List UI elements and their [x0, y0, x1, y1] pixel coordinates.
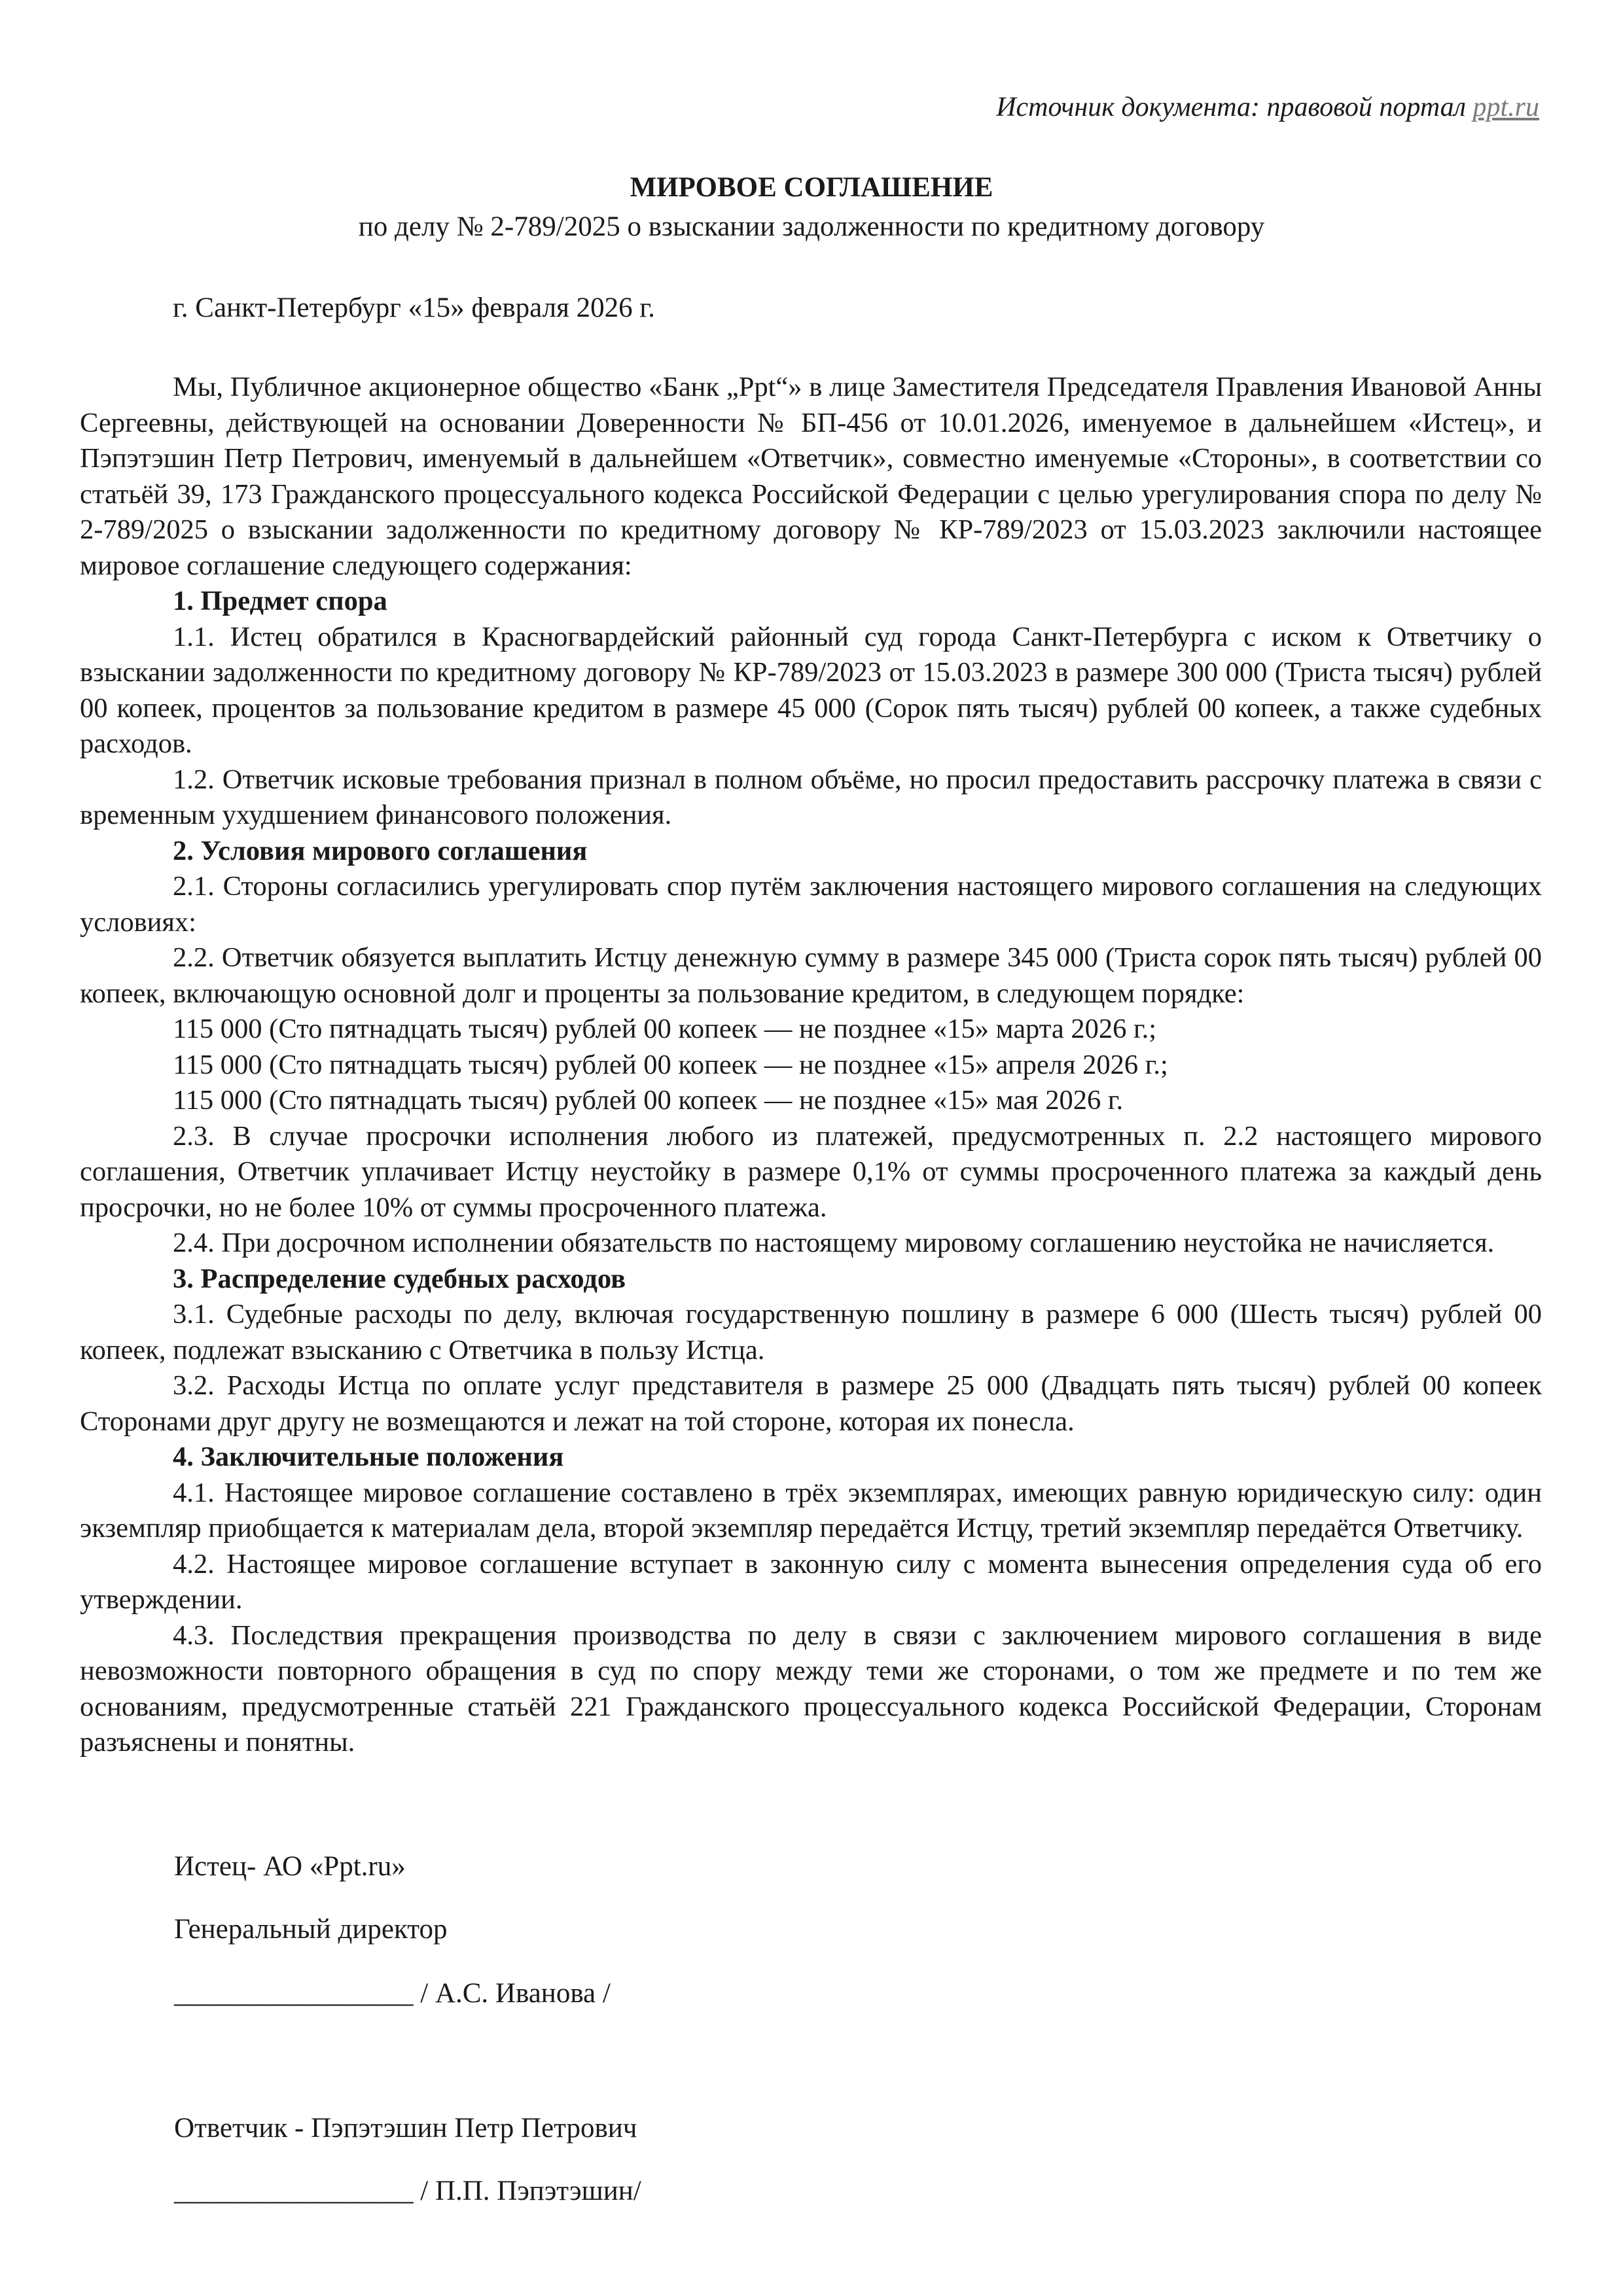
clause-3-2: 3.2. Расходы Истца по оплате услуг представителя в размере 25 000 (Двадцать пять тысяч) рублей 00 копеек Сторонами друг другу не возмещаются и лежат на той стороне, которая их понесла.	[80, 1370, 1542, 1437]
clause-2-1: 2.1. Стороны согласились урегулировать спор путём заключения настоящего мирового соглашения на следующих условиях:	[80, 871, 1542, 938]
clause-4-1: 4.1. Настоящее мировое соглашение составлено в трёх экземплярах, имеющих равную юридическую силу: один экземпляр приобщается к материалам дела, второй экземпляр передаётся Истцу, третий экземпляр передаётся Ответчику.	[80, 1477, 1542, 1544]
clause-1-1: 1.1. Истец обратился в Красногвардейский районный суд города Санкт-Петербурга с иском к Ответчику о взыскании задолженности по кредитному договору № КР-789/2023 от 15.03.2023 в размере 300 000 (Триста тысяч) рублей 00 копеек, процентов за пользование кредитом в размере 45 000 (Сорок пять тысяч) рублей 00 копеек, а также судебных расходов.	[80, 621, 1542, 759]
document-subtitle: по делу № 2-789/2025 о взыскании задолженности по кредитному договору	[358, 211, 1265, 242]
clause-2-4: 2.4. При досрочном исполнении обязательств по настоящему мировому соглашению неустойка не начисляется.	[173, 1227, 1495, 1258]
plaintiff-signature-line: _________________ / А.С. Иванова /	[174, 1978, 611, 2009]
plaintiff-label: Истец- АО «Ppt.ru»	[174, 1851, 406, 1882]
payment-2: 115 000 (Сто пятнадцать тысяч) рублей 00 копеек — не позднее «15» апреля 2026 г.;	[173, 1049, 1168, 1080]
payment-3: 115 000 (Сто пятнадцать тысяч) рублей 00 копеек — не позднее «15» мая 2026 г.	[173, 1085, 1124, 1116]
document-body	[80, 370, 1542, 1761]
clause-2-2: 2.2. Ответчик обязуется выплатить Истцу денежную сумму в размере 345 000 (Триста сорок пять тысяч) рублей 00 копеек, включающую основной долг и проценты за пользование кредитом, в следующем порядке:	[80, 942, 1542, 1009]
payment-1: 115 000 (Сто пятнадцать тысяч) рублей 00 копеек — не позднее «15» марта 2026 г.;	[173, 1014, 1157, 1044]
clause-2-3: 2.3. В случае просрочки исполнения любого из платежей, предусмотренных п. 2.2 настоящего мирового соглашения, Ответчик уплачивает Истцу неустойку в размере 0,1% от суммы просроченного платежа за каждый день просрочки, но не более 10% от суммы просроченного платежа.	[80, 1120, 1542, 1223]
clause-3-1: 3.1. Судебные расходы по делу, включая государственную пошлину в размере 6 000 (Шесть тысяч) рублей 00 копеек, подлежат взысканию с Ответчика в пользу Истца.	[80, 1299, 1542, 1366]
place-date: г. Санкт-Петербург «15» февраля 2026 г.	[173, 292, 655, 323]
clause-1-2: 1.2. Ответчик исковые требования признал в полном объёме, но просил предоставить рассрочку платежа в связи с временным ухудшением финансового положения.	[80, 764, 1542, 830]
plaintiff-position: Генеральный директор	[174, 1914, 448, 1945]
document-title: МИРОВОЕ СОГЛАШЕНИЕ	[630, 172, 993, 203]
intro-paragraph: Мы, Публичное акционерное общество «Банк „Ppt“» в лице Заместителя Председателя Правления Ивановой Анны Сергеевны, действующей на основании Доверенности № БП-456 от 10.01.2026, именуемое в дальнейшем «Истец», и Пэпэтэшин Петр Петрович, именуемый в дальнейшем «Ответчик», совместно именуемые «Стороны», в соответствии со статьёй 39, 173 Гражданского процессуального кодекса Российской Федерации с целью урегулирования спора по делу № 2-789/2025 о взыскании задолженности по кредитному договору № КР-789/2023 от 15.03.2023 заключили настоящее мировое соглашение следующего содержания:	[80, 372, 1542, 581]
clause-4-3: 4.3. Последствия прекращения производства по делу в связи с заключением мирового соглашения в виде невозможности повторного обращения в суд по спору между теми же сторонами, о том же предмете и по тем же основаниям, предусмотренные статьёй 221 Гражданского процессуального кодекса Российской Федерации, Сторонам разъяснены и понятны.	[80, 1619, 1542, 1757]
source-link[interactable]: ppt.ru	[1472, 92, 1539, 122]
section-3-heading: 3. Распределение судебных расходов	[173, 1263, 626, 1294]
section-2-heading: 2. Условия мирового соглашения	[173, 835, 588, 866]
source-prefix: Источник документа: правовой портал	[996, 92, 1473, 122]
section-1-heading: 1. Предмет спора	[173, 586, 387, 616]
defendant-signature-line: _________________ / П.П. Пэпэтэшин/	[174, 2176, 641, 2206]
section-4-heading: 4. Заключительные положения	[173, 1441, 564, 1472]
defendant-label: Ответчик - Пэпэтэшин Петр Петрович	[174, 2113, 637, 2144]
source-note	[996, 92, 1539, 123]
clause-4-2: 4.2. Настоящее мировое соглашение вступает в законную силу с момента вынесения определения суда об его утверждении.	[80, 1548, 1542, 1615]
